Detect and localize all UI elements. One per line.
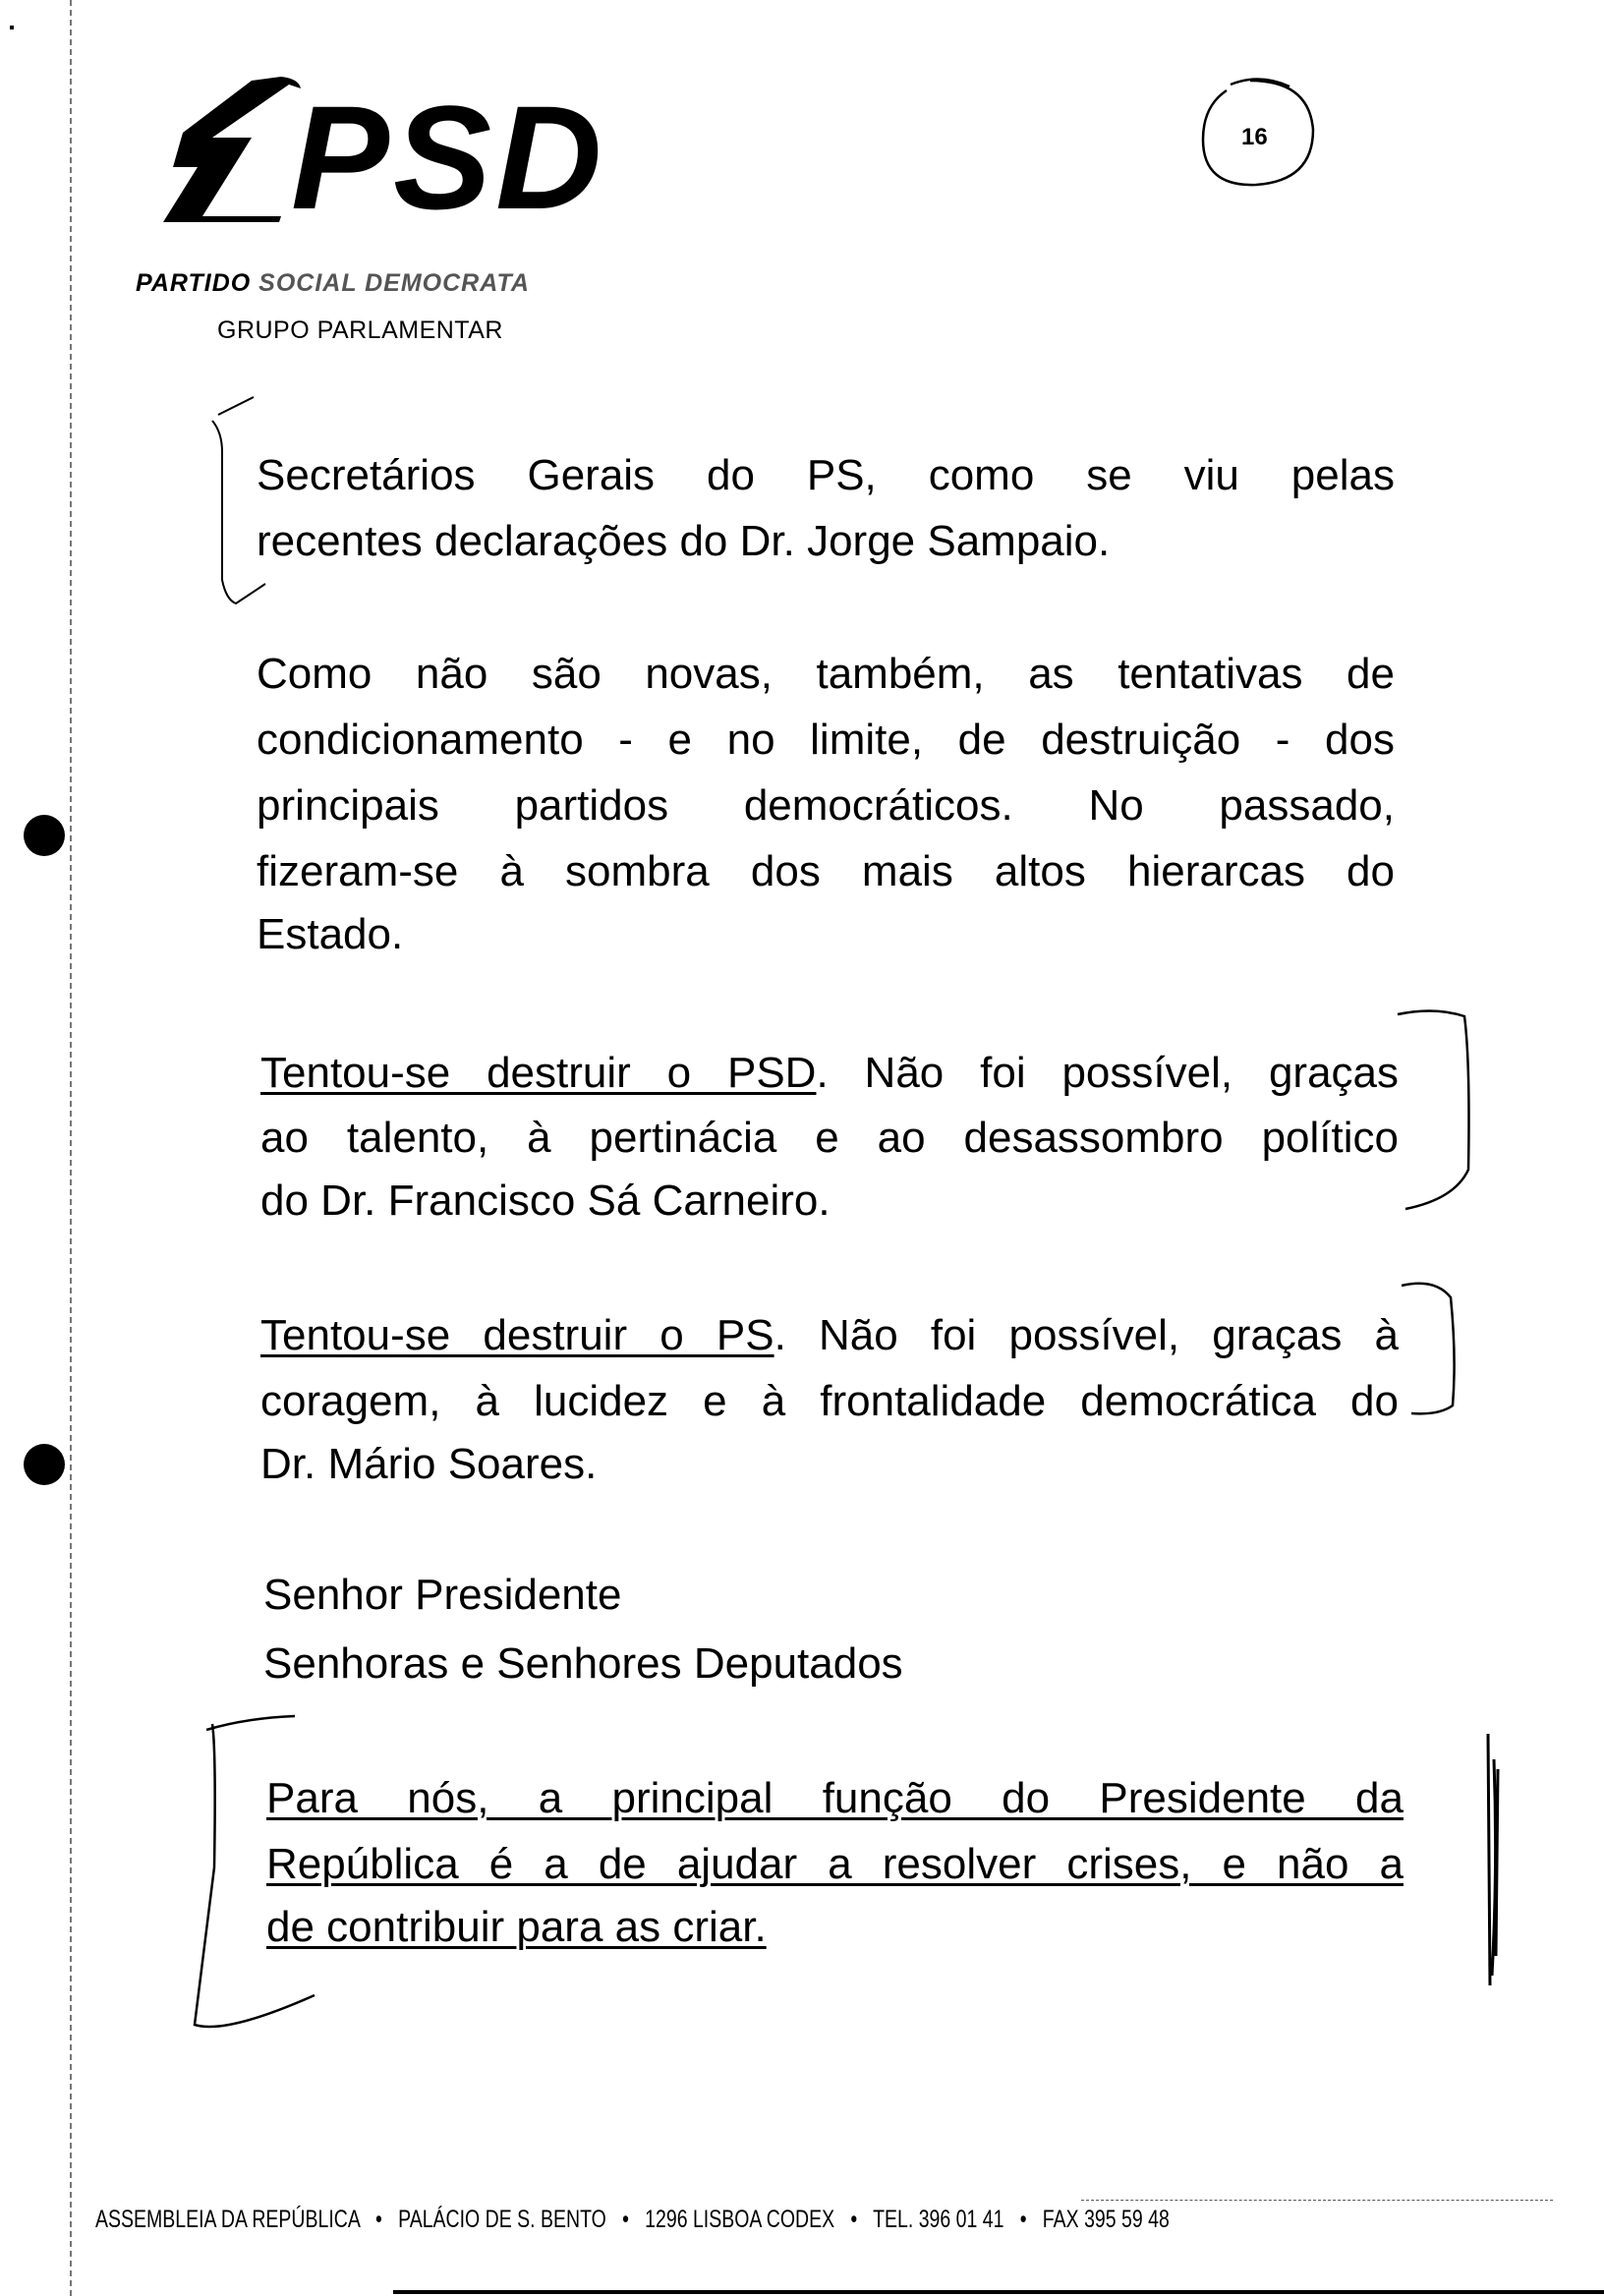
underlined-text: Tentou-se destruir o PS: [260, 1311, 774, 1359]
margin-emphasis-mark: [1474, 1730, 1514, 1995]
psd-logo: [153, 69, 605, 246]
footer-rule: [1081, 2200, 1553, 2201]
bottom-edge: [393, 2290, 1604, 2294]
party-name-rest: SOCIAL DEMOCRATA: [258, 269, 530, 297]
p2-line: Como não são novas, também, as tentativas de: [257, 650, 1395, 698]
p3-line: ao talento, à pertinácia e ao desassombro político: [260, 1114, 1399, 1162]
footer-phone: TEL. 396 01 41: [873, 2206, 1004, 2233]
footer-fax: FAX 395 59 48: [1042, 2206, 1170, 2233]
bracket-mark: [1396, 1003, 1484, 1219]
p2-line: condicionamento - e no limite, de destruição - dos: [257, 716, 1395, 764]
p1-line: recentes declarações do Dr. Jorge Sampaio.: [257, 517, 1111, 565]
p4-line: coragem, à lucidez e à frontalidade democrática do: [260, 1377, 1399, 1425]
logo-text: PSD: [291, 75, 606, 240]
p1-line: Secretários Gerais do PS, como se viu pelas: [257, 451, 1395, 499]
footer: [95, 2206, 1170, 2234]
p4-line: [260, 1310, 1399, 1361]
text: . Não foi possível, graças à: [773, 1311, 1399, 1359]
arrow-logo-icon: [153, 69, 301, 246]
footer-palace: PALÁCIO DE S. BENTO: [398, 2206, 606, 2233]
p2-line: fizeram-se à sombra dos mais altos hierarcas do: [257, 847, 1395, 895]
footer-address: 1296 LISBOA CODEX: [645, 2206, 835, 2233]
text: . Não foi possível, graças: [816, 1049, 1400, 1097]
party-name: [136, 269, 530, 298]
footer-assembly: ASSEMBLEIA DA REPÚBLICA: [95, 2206, 360, 2233]
p3-line: do Dr. Francisco Sá Carneiro.: [260, 1177, 831, 1225]
p3-line: [260, 1048, 1399, 1099]
salutation-line: Senhoras e Senhores Deputados: [263, 1639, 903, 1688]
margin-line: [70, 0, 72, 2296]
p4-line: Dr. Mário Soares.: [260, 1440, 598, 1488]
footer-separator: •: [850, 2206, 858, 2233]
salutation-line: Senhor Presidente: [263, 1571, 622, 1619]
bracket-mark: [1396, 1268, 1474, 1425]
p5-line: Para nós, a principal função do Presidente da: [266, 1774, 1404, 1822]
p5-line: de contribuir para as criar.: [266, 1903, 767, 1951]
parliamentary-group: GRUPO PARLAMENTAR: [217, 316, 503, 344]
punch-hole: [24, 1444, 65, 1485]
page-number: 16: [1241, 124, 1268, 150]
p2-line: Estado.: [257, 910, 404, 958]
footer-separator: •: [1019, 2206, 1027, 2233]
footer-separator: •: [622, 2206, 629, 2233]
margin-dot: [10, 26, 14, 29]
bracket-mark: [187, 1710, 344, 2044]
footer-separator: •: [375, 2206, 382, 2233]
punch-hole: [24, 815, 65, 856]
p2-line: principais partidos democráticos. No passado,: [257, 781, 1395, 830]
underlined-text: Tentou-se destruir o PSD: [260, 1049, 817, 1097]
p5-line: República é a de ajudar a resolver crises, e não a: [266, 1840, 1404, 1888]
bracket-mark: [197, 393, 285, 609]
party-name-bold: PARTIDO: [136, 269, 252, 297]
